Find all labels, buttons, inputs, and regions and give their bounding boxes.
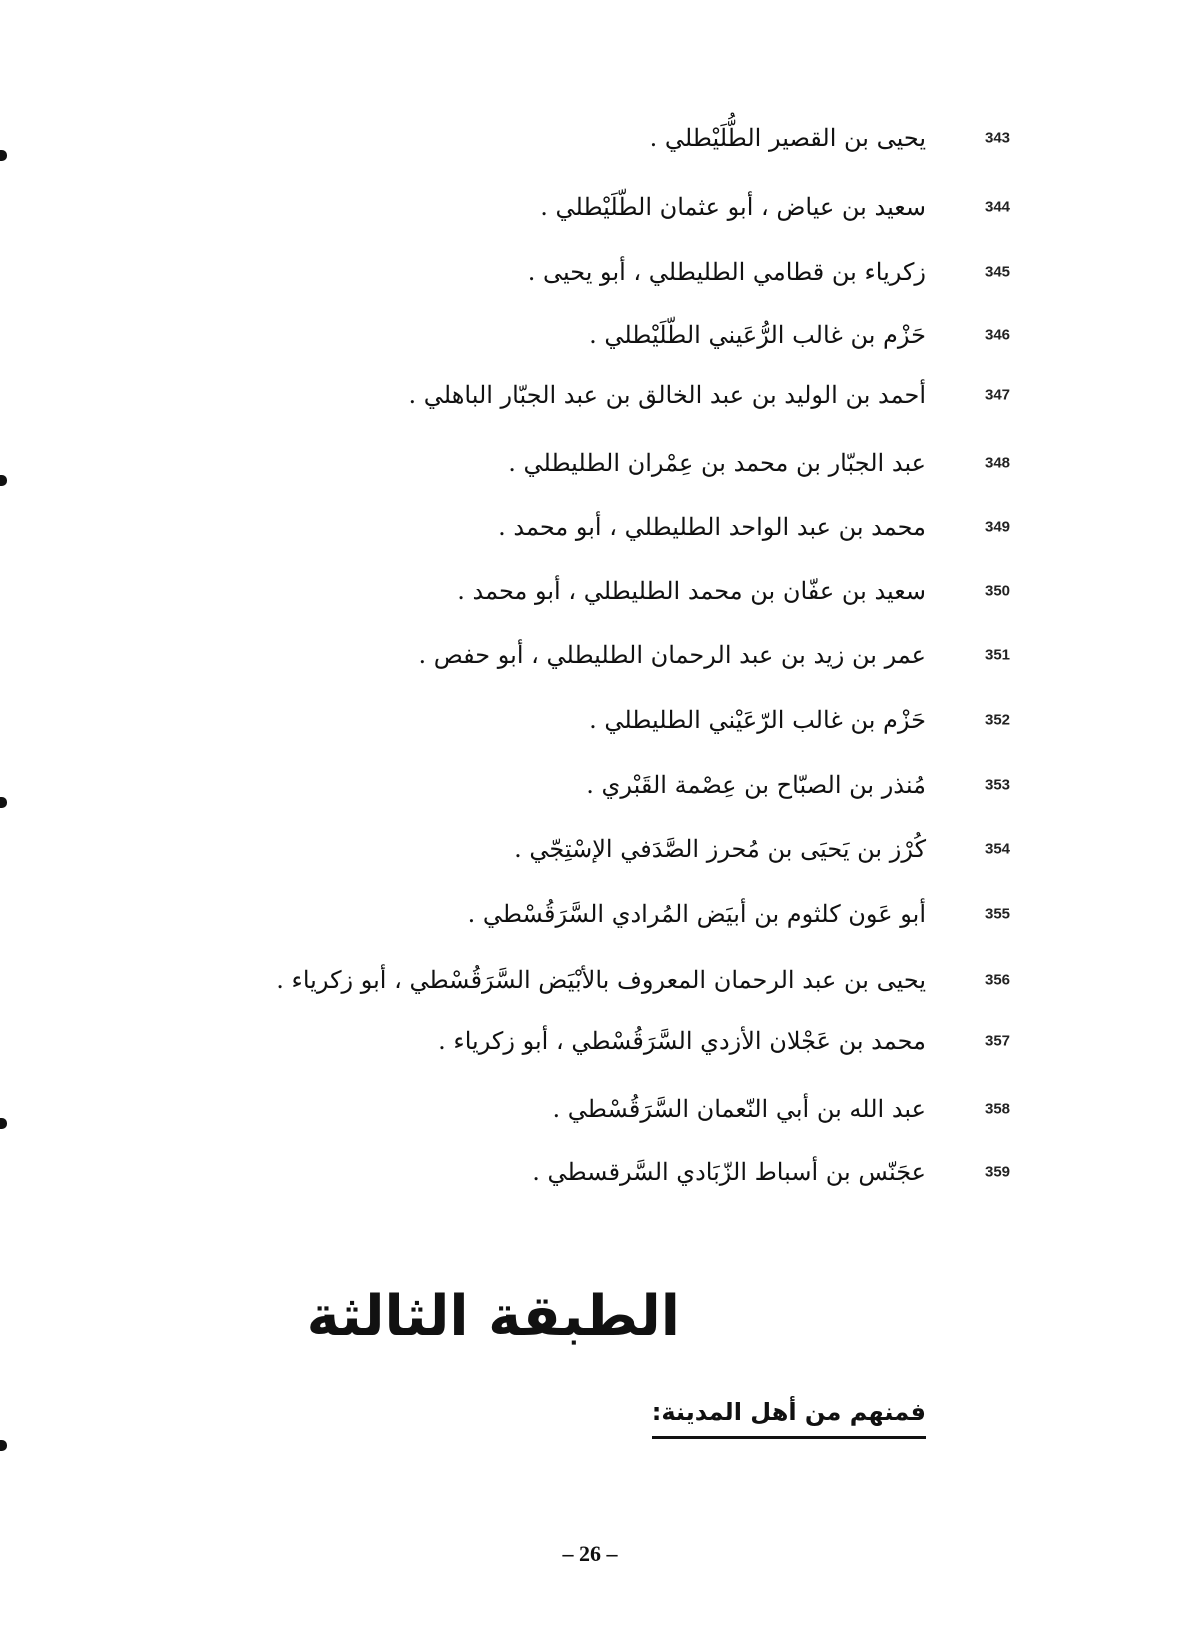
list-item <box>0 177 1181 237</box>
entry-text: يحيى بن عبد الرحمان المعروف بالأبْيَض السَّرَقُسْطي ، أبو زكرياء . <box>276 966 926 994</box>
entry-number: 355 <box>985 905 1011 923</box>
entry-text: كُرْز بن يَحيَى بن مُحرز الصَّدَفي الإسْتِجّي . <box>514 835 926 863</box>
entry-number: 345 <box>985 263 1011 281</box>
entry-number: 358 <box>985 1100 1011 1118</box>
entry-text: سعيد بن عفّان بن محمد الطليطلي ، أبو محمد . <box>457 577 926 605</box>
entry-text: حَزْم بن غالب الرّعَيْني الطليطلي . <box>589 706 926 734</box>
entry-number: 343 <box>985 129 1011 147</box>
entry-text: مُنذر بن الصبّاح بن عِصْمة القَبْري . <box>586 771 926 799</box>
entry-number: 352 <box>985 711 1011 729</box>
list-item <box>0 108 1181 168</box>
subsection-title: فمنهم من أهل المدينة: <box>652 1392 926 1439</box>
entry-number: 359 <box>985 1163 1011 1181</box>
entry-number: 349 <box>985 518 1011 536</box>
entry-number: 356 <box>985 971 1011 989</box>
list-item <box>0 365 1181 425</box>
list-item <box>0 497 1181 557</box>
entry-number: 346 <box>985 326 1011 344</box>
entry-text: أحمد بن الوليد بن عبد الخالق بن عبد الجبّار الباهلي . <box>408 381 926 409</box>
list-item <box>0 561 1181 621</box>
section-title: الطبقة الثالثة <box>306 1284 680 1349</box>
list-item <box>0 1079 1181 1139</box>
entry-number: 347 <box>985 386 1011 404</box>
list-item <box>0 242 1181 302</box>
list-item <box>0 625 1181 685</box>
entry-number: 350 <box>985 582 1011 600</box>
entry-number: 348 <box>985 454 1011 472</box>
list-item <box>0 690 1181 750</box>
entry-text: محمد بن عبد الواحد الطليطلي ، أبو محمد . <box>498 513 926 541</box>
list-item <box>0 433 1181 493</box>
entry-text: محمد بن عَجْلان الأزدي السَّرَقُسْطي ، أبو زكرياء . <box>438 1027 926 1055</box>
list-item <box>0 1011 1181 1071</box>
list-item <box>0 950 1181 1010</box>
list-item <box>0 884 1181 944</box>
entry-number: 344 <box>985 198 1011 216</box>
entry-number: 351 <box>985 646 1011 664</box>
entry-text: عجَنّس بن أسباط الزّبَادي السَّرقسطي . <box>532 1158 926 1186</box>
entry-text: عمر بن زيد بن عبد الرحمان الطليطلي ، أبو حفص . <box>418 641 926 669</box>
entry-text: عبد الله بن أبي النّعمان السَّرَقُسْطي . <box>552 1095 926 1123</box>
entry-text: سعيد بن عياض ، أبو عثمان الطّلَيْطلي . <box>540 193 926 221</box>
entry-number: 357 <box>985 1032 1011 1050</box>
list-item <box>0 755 1181 815</box>
entry-text: أبو عَون كلثوم بن أبيَض المُرادي السَّرَقُسْطي . <box>467 900 926 928</box>
entry-text: يحيى بن القصير الطُّلَيْطلي . <box>649 124 926 152</box>
entry-text: زكرياء بن قطامي الطليطلي ، أبو يحيى . <box>527 258 926 286</box>
list-item <box>0 305 1181 365</box>
page-number: – 26 – <box>562 1541 618 1566</box>
entry-text: حَزْم بن غالب الرُّعَيني الطّلَيْطلي . <box>589 321 926 349</box>
list-item <box>0 819 1181 879</box>
binding-mark <box>0 1440 7 1451</box>
entry-number: 354 <box>985 840 1011 858</box>
entry-text: عبد الجبّار بن محمد بن عِمْران الطليطلي . <box>508 449 926 477</box>
entry-number: 353 <box>985 776 1011 794</box>
list-item <box>0 1142 1181 1202</box>
